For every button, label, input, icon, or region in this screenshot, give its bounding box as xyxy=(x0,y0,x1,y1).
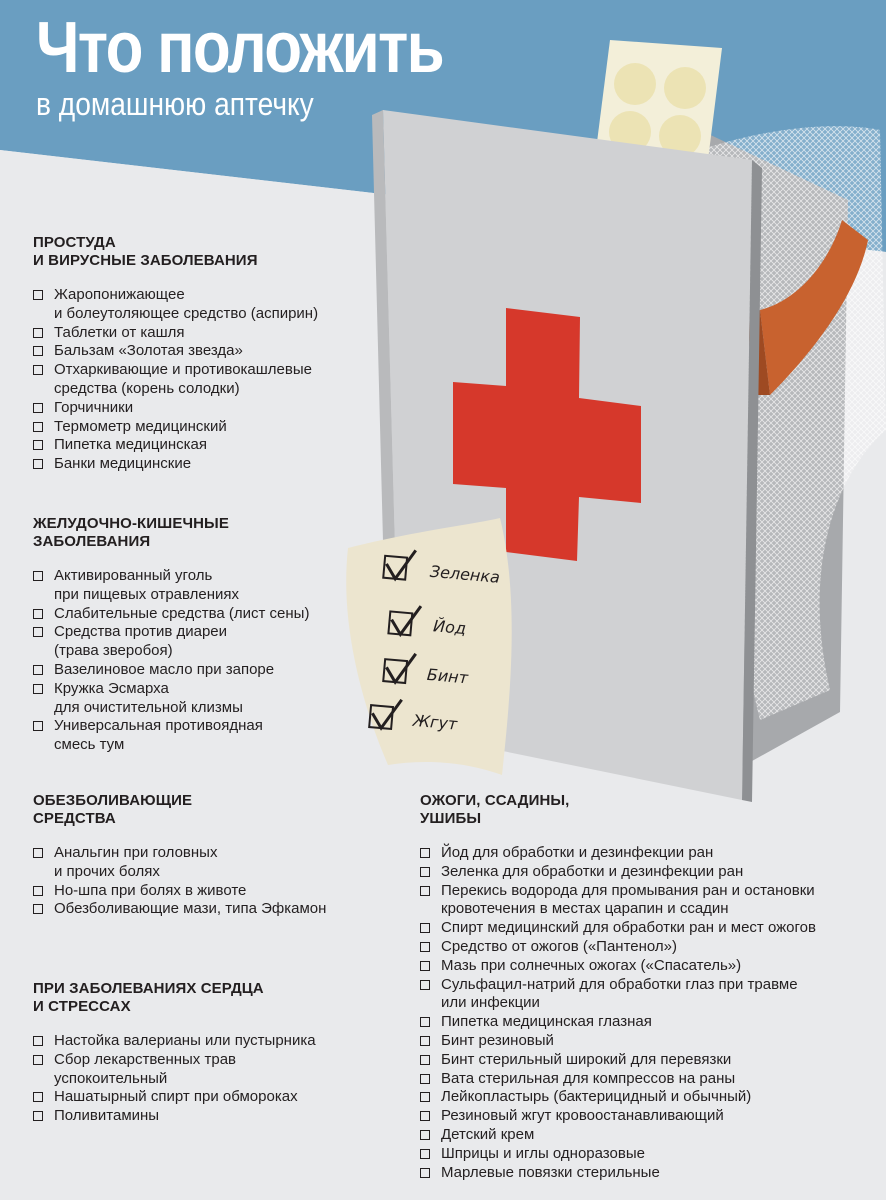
checkbox[interactable] xyxy=(33,459,43,469)
checklist-item xyxy=(420,863,816,882)
note-item-iod: Йод xyxy=(432,616,467,639)
checkbox[interactable] xyxy=(33,609,43,619)
checklist-item-label: Обезболивающие мази, типа Эфкамон xyxy=(54,900,327,918)
checklist-item xyxy=(420,1051,816,1070)
checklist-item-label: Перекись водорода для промывания ран и остановки кровотечения в местах царапин и ссадин xyxy=(441,881,815,918)
checklist-item-label: Но-шпа при болях в животе xyxy=(54,881,247,899)
checkbox[interactable] xyxy=(420,1130,430,1140)
note-item-zelenka: Зеленка xyxy=(429,561,501,587)
checkbox[interactable] xyxy=(420,1092,430,1102)
section-title: ПРОСТУДА И ВИРУСНЫЕ ЗАБОЛЕВАНИЯ xyxy=(33,234,258,269)
checklist-item xyxy=(420,1088,816,1107)
checklist-item xyxy=(420,1107,816,1126)
checklist-item-label: Резиновый жгут кровоостанавливающий xyxy=(441,1107,724,1125)
checklist-item xyxy=(33,567,309,605)
checklist-item xyxy=(33,1107,316,1126)
checklist-item xyxy=(33,418,318,437)
checklist-item-label: Сбор лекарственных трав успокоительный xyxy=(54,1050,236,1087)
checkbox[interactable] xyxy=(33,1055,43,1065)
checklist-item-label: Детский крем xyxy=(441,1125,535,1143)
checkbox[interactable] xyxy=(420,923,430,933)
checkbox[interactable] xyxy=(33,440,43,450)
checklist-item-label: Банки медицинские xyxy=(54,455,192,473)
section-heart xyxy=(33,980,316,1126)
checklist xyxy=(33,567,309,755)
checklist-item-label: Термометр медицинский xyxy=(54,417,227,435)
checklist-item xyxy=(33,844,326,882)
checklist-item xyxy=(33,399,318,418)
checkbox[interactable] xyxy=(33,571,43,581)
checkbox[interactable] xyxy=(420,1017,430,1027)
section-painkillers xyxy=(33,792,326,919)
checklist-item xyxy=(33,900,326,919)
checklist-item xyxy=(33,436,318,455)
checkbox[interactable] xyxy=(33,1036,43,1046)
section-title: ЖЕЛУДОЧНО-КИШЕЧНЫЕ ЗАБОЛЕВАНИЯ xyxy=(33,515,229,550)
section-title: ОЖОГИ, ССАДИНЫ, УШИБЫ xyxy=(420,792,570,827)
page-subtitle: в домашнюю аптечку xyxy=(36,86,314,122)
checklist-item xyxy=(33,623,309,661)
checklist xyxy=(33,286,318,474)
checklist-item xyxy=(420,976,816,1014)
checklist-item xyxy=(33,455,318,474)
checklist-item xyxy=(33,680,309,718)
checklist-item xyxy=(420,1070,816,1089)
checkbox[interactable] xyxy=(420,942,430,952)
checkbox[interactable] xyxy=(33,328,43,338)
note-item-zhgut: Жгут xyxy=(412,710,459,734)
checkbox[interactable] xyxy=(420,961,430,971)
checklist xyxy=(420,844,816,1182)
checkbox[interactable] xyxy=(420,886,430,896)
checkbox[interactable] xyxy=(420,1149,430,1159)
page-title: Что положить xyxy=(36,8,443,88)
checkbox[interactable] xyxy=(420,1168,430,1178)
checkbox[interactable] xyxy=(420,980,430,990)
checkbox[interactable] xyxy=(33,848,43,858)
checklist-item xyxy=(420,1145,816,1164)
checkbox[interactable] xyxy=(33,1111,43,1121)
checklist-item-label: Сульфацил-натрий для обработки глаз при травме или инфекции xyxy=(441,975,798,1012)
checklist-item-label: Отхаркивающие и противокашлевые средства (корень солодки) xyxy=(54,361,312,397)
checklist-item-label: Лейкопластырь (бактерицидный и обычный) xyxy=(441,1088,752,1106)
checkbox[interactable] xyxy=(33,721,43,731)
checklist-item xyxy=(33,882,326,901)
checkbox[interactable] xyxy=(33,684,43,694)
checkbox[interactable] xyxy=(33,627,43,637)
checklist-item xyxy=(420,1164,816,1183)
checkbox[interactable] xyxy=(33,665,43,675)
checklist-item-label: Вата стерильная для компрессов на раны xyxy=(441,1069,736,1087)
checkbox[interactable] xyxy=(33,290,43,300)
checklist-item xyxy=(420,844,816,863)
checklist-item-label: Зеленка для обработки и дезинфекции ран xyxy=(441,862,744,880)
checklist-item-label: Средства против диареи (трава зверобоя) xyxy=(54,623,228,660)
checkbox[interactable] xyxy=(420,848,430,858)
checklist-item-label: Мазь при солнечных ожогах («Спасатель») xyxy=(441,956,742,974)
checklist-item-label: Таблетки от кашля xyxy=(54,323,185,341)
section-title: ОБЕЗБОЛИВАЮЩИЕ СРЕДСТВА xyxy=(33,792,193,827)
checklist-item xyxy=(33,661,309,680)
checklist-item xyxy=(33,342,318,361)
checkbox[interactable] xyxy=(420,1036,430,1046)
checklist-item-label: Йод для обработки и дезинфекции ран xyxy=(441,844,714,861)
checklist-item-label: Кружка Эсмарха для очистительной клизмы xyxy=(54,679,243,716)
checklist-item xyxy=(420,938,816,957)
checkbox[interactable] xyxy=(33,1092,43,1102)
checklist-item-label: Настойка валерианы или пустырника xyxy=(54,1032,316,1049)
checklist-item-label: Вазелиновое масло при запоре xyxy=(54,660,275,678)
checklist-item-label: Шприцы и иглы одноразовые xyxy=(441,1144,645,1162)
checklist-item-label: Горчичники xyxy=(54,398,134,416)
checkbox[interactable] xyxy=(33,422,43,432)
checklist-item-label: Анальгин при головных и прочих болях xyxy=(54,844,218,880)
checkbox[interactable] xyxy=(33,403,43,413)
checklist-item-label: Нашатырный спирт при обмороках xyxy=(54,1088,298,1106)
checklist-item-label: Бинт резиновый xyxy=(441,1031,554,1049)
note-item-bint: Бинт xyxy=(426,664,469,688)
checkbox[interactable] xyxy=(420,1111,430,1121)
checklist-item-label: Марлевые повязки стерильные xyxy=(441,1163,660,1181)
checklist-item xyxy=(33,1088,316,1107)
checklist-item-label: Поливитамины xyxy=(54,1107,160,1125)
checkbox[interactable] xyxy=(33,886,43,896)
checklist-item xyxy=(420,1126,816,1145)
checklist-item xyxy=(33,605,309,624)
checklist-item-label: Пипетка медицинская xyxy=(54,436,207,454)
checklist-item xyxy=(420,1032,816,1051)
checklist-item-label: Бальзам «Золотая звезда» xyxy=(54,342,243,360)
checklist-item-label: Слабительные средства (лист сены) xyxy=(54,604,310,622)
checklist-item xyxy=(420,1013,816,1032)
checklist-item-label: Спирт медицинский для обработки ран и мест ожогов xyxy=(441,919,816,937)
checklist-item xyxy=(420,957,816,976)
checklist-item-label: Активированный уголь при пищевых отравлениях xyxy=(54,567,240,603)
checklist-item-label: Жаропонижающее и болеутоляющее средство (аспирин) xyxy=(54,286,319,322)
checkbox[interactable] xyxy=(33,346,43,356)
checklist-item-label: Бинт стерильный широкий для перевязки xyxy=(441,1050,732,1068)
section-gastro xyxy=(33,515,309,755)
checklist-item xyxy=(33,286,318,324)
checkbox[interactable] xyxy=(33,365,43,375)
section-cold xyxy=(33,234,318,474)
checkbox[interactable] xyxy=(420,1074,430,1084)
checkbox[interactable] xyxy=(420,867,430,877)
checklist-item xyxy=(420,919,816,938)
section-burns xyxy=(420,792,816,1182)
checklist-item xyxy=(33,1032,316,1051)
checklist-item xyxy=(420,882,816,920)
checklist-item xyxy=(33,1051,316,1089)
checklist-item xyxy=(33,361,318,399)
checklist-item xyxy=(33,324,318,343)
checklist xyxy=(33,844,326,919)
checklist-note xyxy=(346,518,511,775)
checklist-item-label: Универсальная противоядная смесь тум xyxy=(54,717,263,754)
checklist-item-label: Средство от ожогов («Пантенол») xyxy=(441,937,678,955)
checklist-item xyxy=(33,717,309,755)
section-title: ПРИ ЗАБОЛЕВАНИЯХ СЕРДЦА И СТРЕССАХ xyxy=(33,980,264,1015)
checklist-item-label: Пипетка медицинская глазная xyxy=(441,1013,652,1031)
checkbox[interactable] xyxy=(420,1055,430,1065)
checklist xyxy=(33,1032,316,1126)
checkbox[interactable] xyxy=(33,904,43,914)
